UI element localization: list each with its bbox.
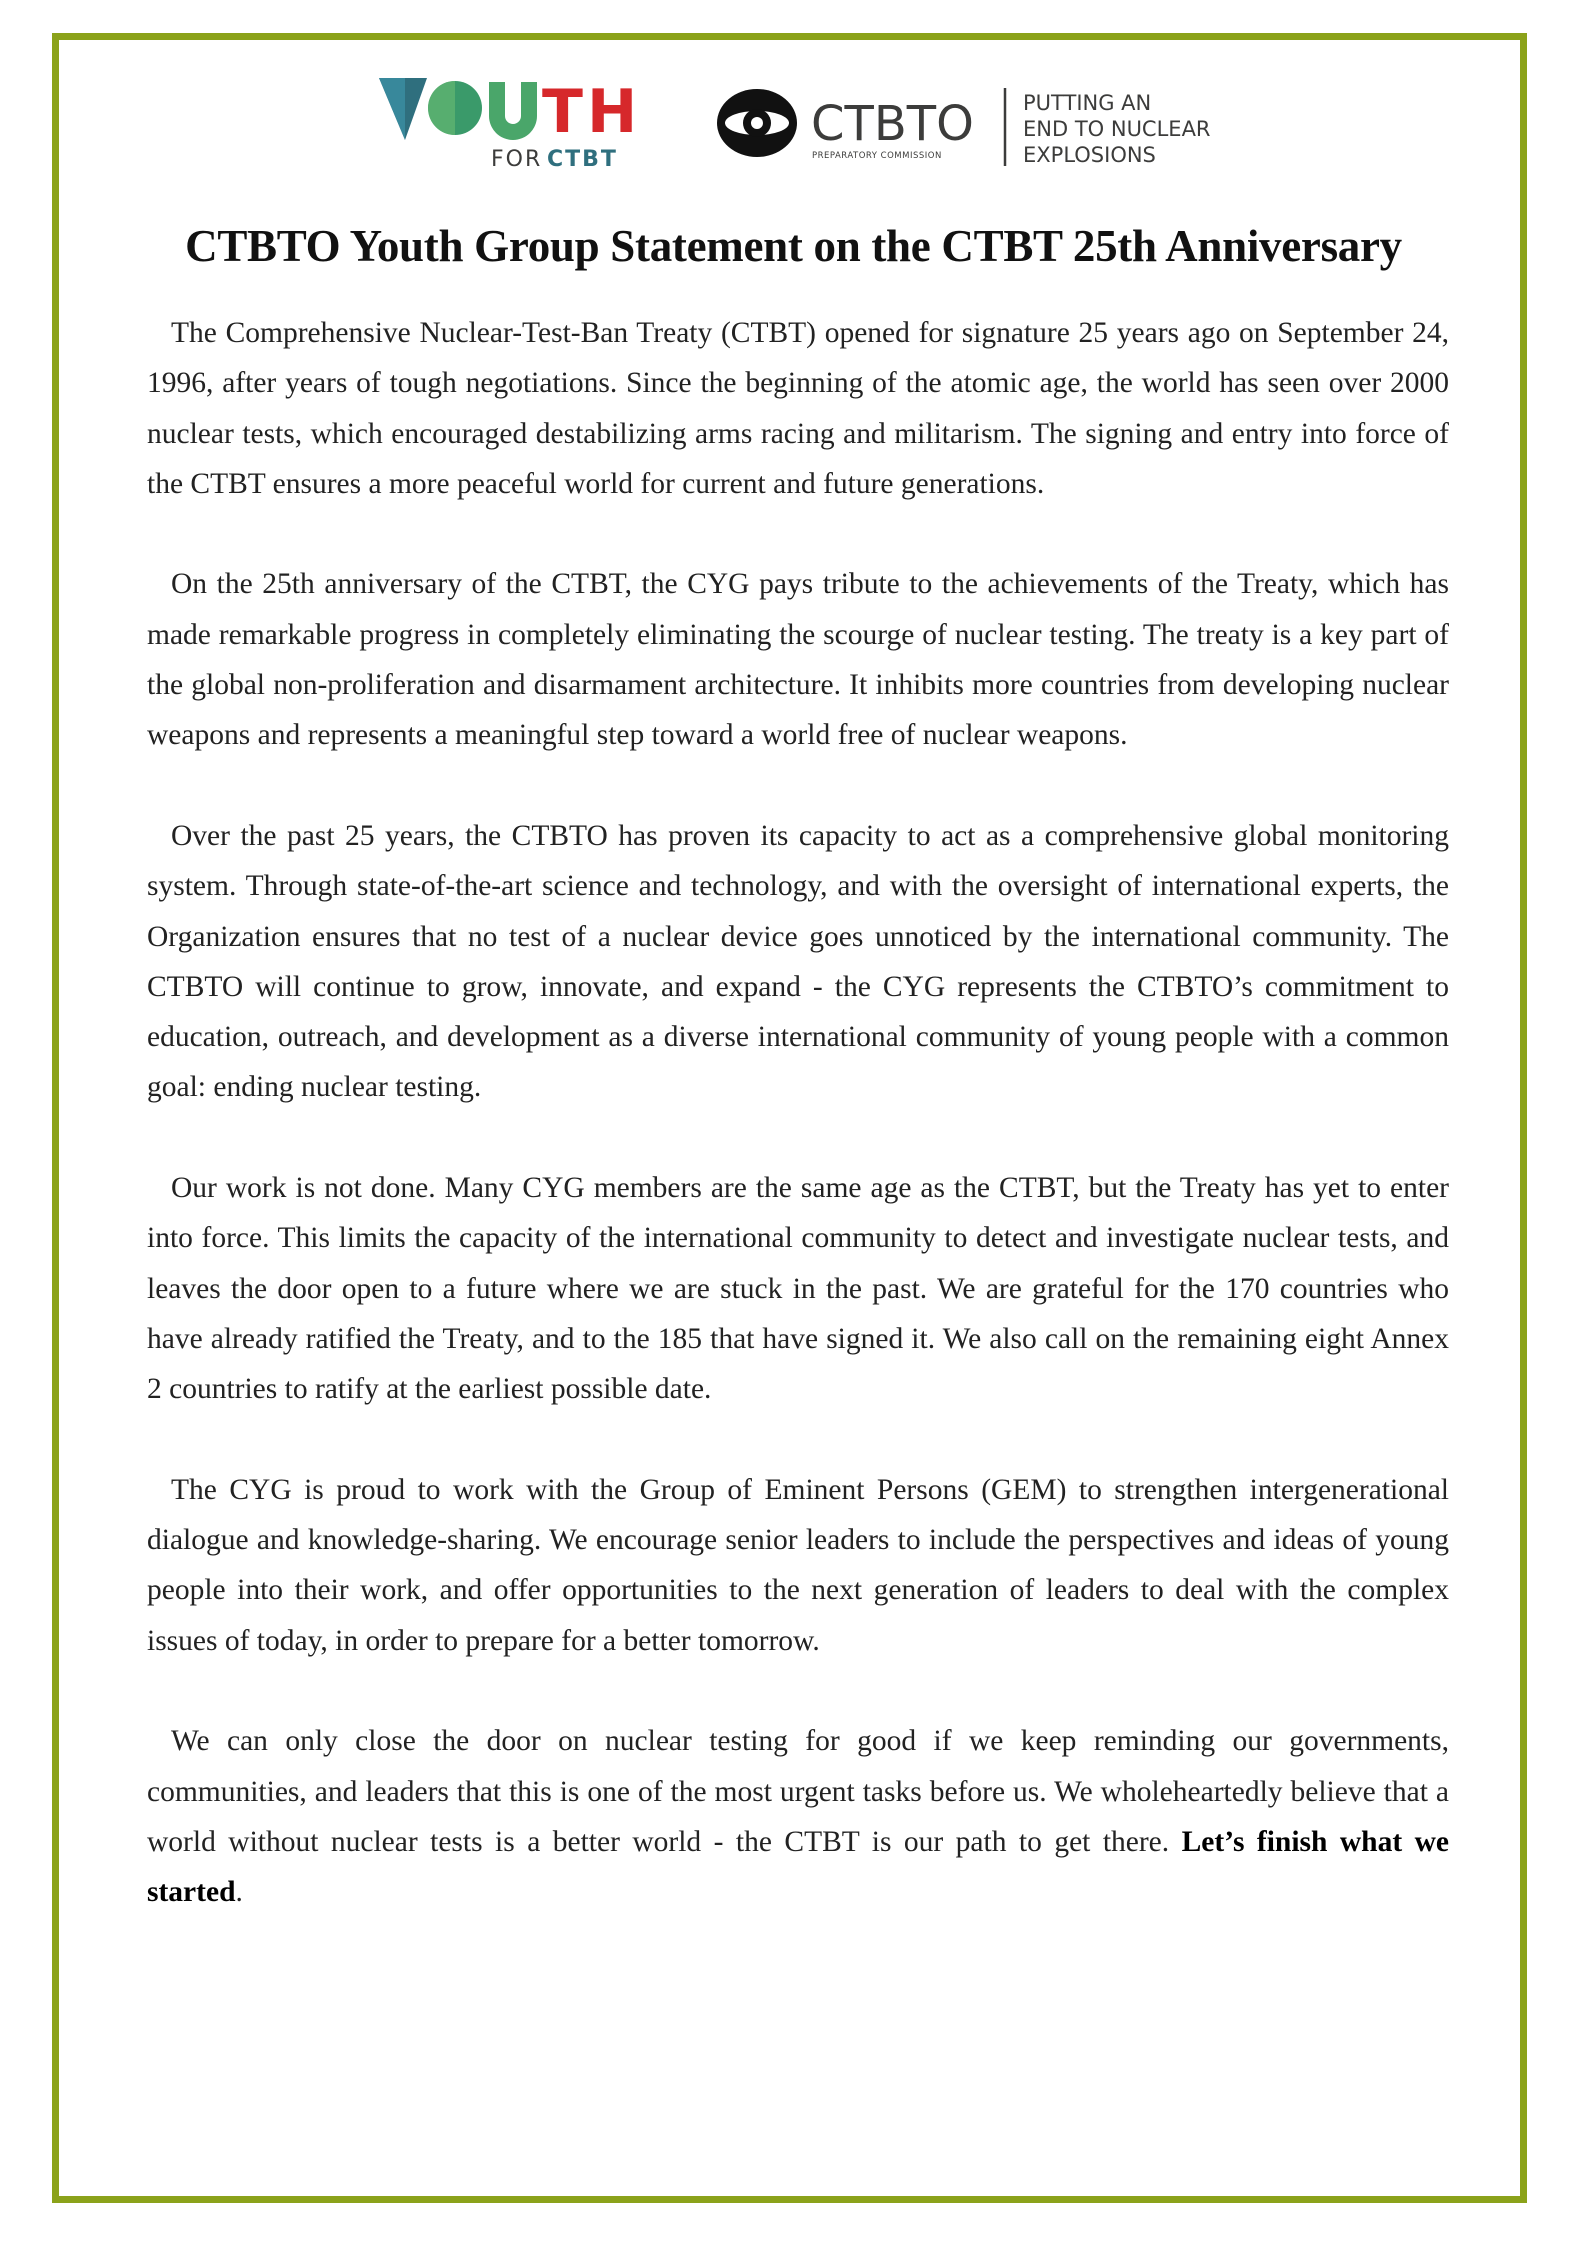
paragraph-5: The CYG is proud to work with the Group of Eminent Persons (GEM) to strengthen intergenerational dialogue and knowledge-sharing. We encourage senior leaders to include the perspectives and ideas of young people into their work, and offer opportunities to the next generation of leaders to deal with the complex issues of today, in order to prepare for a better tomorrow.	[147, 1473, 1449, 1657]
paragraph-2: On the 25th anniversary of the CTBT, the CYG pays tribute to the achievements of the Treaty, which has made remarkable progress in completely eliminating the scourge of nuclear testing. The treaty is a key part of the global non-proliferation and disarmament architecture. It inhibits more countries from developing nuclear weapons and represents a meaningful step toward a world free of nuclear weapons.	[147, 568, 1449, 752]
statement-body	[147, 308, 1449, 1918]
ctbto-logo	[715, 82, 1255, 172]
youth-logo-letter-u-shape	[489, 82, 537, 140]
youth-logo-letter-h: H	[587, 77, 638, 147]
closing-text: We can only close the door on nuclear testing for good if we keep reminding our governments, communities, and leaders that this is one of the most urgent tasks before us. We wholeheartedly believe that a world without nuclear tests is a better world - the CTBT is our path to get there.	[147, 1725, 1449, 1858]
youth-logo-letter-t: T	[542, 77, 583, 147]
youth-logo-for: FOR	[491, 147, 543, 172]
ctbto-tagline-line-3: EXPLOSIONS	[1023, 143, 1156, 167]
ctbto-tagline-line-1: PUTTING AN	[1023, 91, 1152, 115]
ctbto-subtitle: PREPARATORY COMMISSION	[812, 151, 942, 161]
ctbto-tagline-line-2: END TO NUCLEAR	[1023, 117, 1211, 141]
youth-logo-letter-y-facet	[379, 78, 405, 140]
closing-paragraph	[147, 1716, 1449, 1917]
paragraph-1: The Comprehensive Nuclear-Test-Ban Treaty (CTBT) opened for signature 25 years ago on September 24, 1996, after years of tough negotiations. Since the beginning of the atomic age, the world has seen over 2000 nuclear tests, which encouraged destabilizing arms racing and militarism. The signing and entry into force of the CTBT ensures a more peaceful world for current and future generations.	[147, 317, 1449, 500]
ctbto-wordmark: CTBTO	[811, 96, 974, 152]
closing-emphasis: Let’s finish what we started	[147, 1825, 1449, 1909]
page-title: CTBTO Youth Group Statement on the CTBT 25th Anniversary	[185, 221, 1402, 271]
logo-bar	[375, 72, 1235, 172]
paragraph-3: Over the past 25 years, the CTBTO has proven its capacity to act as a comprehensive global monitoring system. Through state-of-the-art science and technology, and with the oversight of international experts, the Organization ensures that no test of a nuclear device goes unnoticed by the international community. The CTBTO will continue to grow, innovate, and expand - the CYG represents the CTBTO’s commitment to education, outreach, and development as a diverse international community of young people with a common goal: ending nuclear testing.	[147, 819, 1449, 1104]
ctbto-eye-icon	[717, 89, 797, 157]
closing-period: .	[235, 1876, 243, 1909]
youth-for-ctbt-logo	[375, 72, 665, 172]
paragraph-4: Our work is not done. Many CYG members are the same age as the CTBT, but the Treaty has yet to enter into force. This limits the capacity of the international community to detect and investigate nuclear tests, and leaves the door open to a future where we are stuck in the past. We are grateful for the 170 countries who have already ratified the Treaty, and to the 185 that have signed it. We also call on the remaining eight Annex 2 countries to ratify at the earliest possible date.	[147, 1172, 1449, 1406]
youth-logo-ctbt: CTBT	[547, 147, 618, 172]
